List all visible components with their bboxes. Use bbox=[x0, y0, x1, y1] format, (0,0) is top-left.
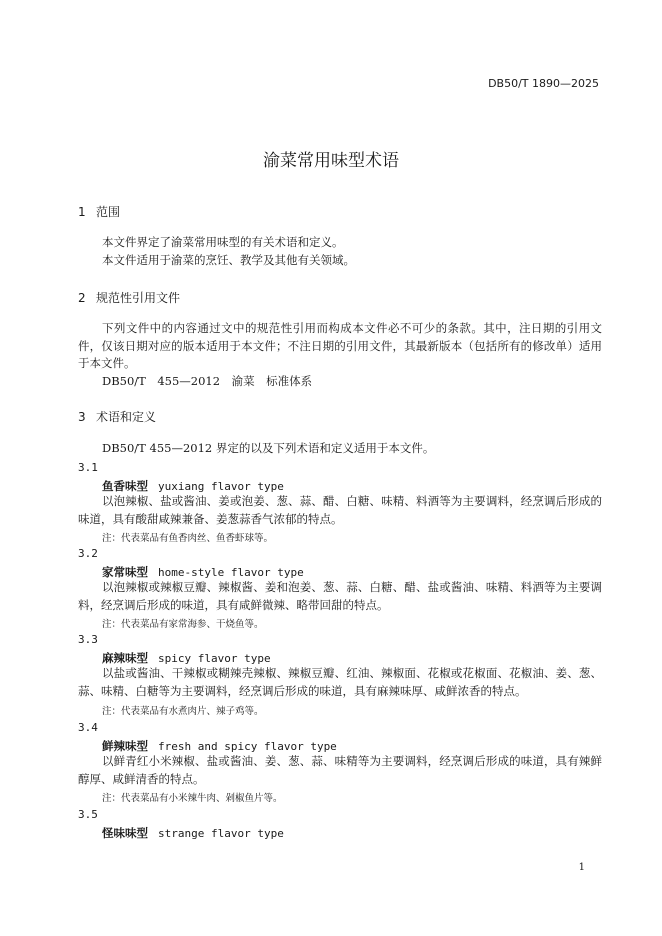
definition-text: 以鲜青红小米辣椒、盐或酱油、姜、葱、蒜、味精等为主要调料，经烹调后形成的味道，具有辣鲜醇厚、咸鲜清香的特点。 bbox=[78, 754, 602, 786]
term-definition bbox=[78, 665, 602, 700]
section-heading-1 bbox=[78, 203, 120, 220]
term-number: 3.2 bbox=[78, 547, 98, 560]
term-note: 注：代表菜品有小米辣牛肉、剁椒鱼片等。 bbox=[102, 793, 283, 804]
term-heading bbox=[102, 478, 284, 494]
section-1-body bbox=[78, 234, 602, 269]
normative-reference bbox=[78, 373, 602, 391]
section-title: 规范性引用文件 bbox=[96, 291, 181, 305]
term-number: 3.4 bbox=[78, 721, 98, 734]
term-english: spicy flavor type bbox=[158, 652, 271, 665]
definition-text: 以泡辣椒、盐或酱油、姜或泡姜、葱、蒜、醋、白糖、味精、料酒等为主要调料，经烹调后形成的味道，具有酸甜咸辣兼备、姜葱蒜香气浓郁的特点。 bbox=[78, 494, 602, 526]
term-english: fresh and spicy flavor type bbox=[158, 740, 337, 753]
term-english: yuxiang flavor type bbox=[158, 480, 284, 493]
term-note: 注：代表菜品有水煮肉片、辣子鸡等。 bbox=[102, 706, 264, 717]
term-note: 注：代表菜品有家常海参、干烧鱼等。 bbox=[102, 619, 264, 630]
term-chinese: 鲜辣味型 bbox=[102, 739, 148, 753]
page-number: 1 bbox=[578, 862, 585, 873]
term-chinese: 鱼香味型 bbox=[102, 479, 148, 493]
section-number: 3 bbox=[78, 410, 86, 424]
term-note: 注：代表菜品有鱼香肉丝、鱼香虾球等。 bbox=[102, 533, 274, 544]
term-chinese: 怪味味型 bbox=[102, 826, 148, 840]
paragraph: 本文件界定了渝菜常用味型的有关术语和定义。 bbox=[102, 235, 344, 249]
section-heading-2 bbox=[78, 289, 180, 306]
term-number: 3.3 bbox=[78, 633, 98, 646]
paragraph: 本文件适用于渝菜的烹饪、教学及其他有关领域。 bbox=[102, 252, 355, 267]
definition-text: 以泡辣椒或辣椒豆瓣、辣椒酱、姜和泡姜、葱、蒜、白糖、醋、盐或酱油、味精、料酒等为主要调料，经烹调后形成的味道，具有咸鲜微辣、略带回甜的特点。 bbox=[78, 580, 602, 612]
paragraph: 下列文件中的内容通过文中的规范性引用而构成本文件必不可少的条款。其中，注日期的引用文件，仅该日期对应的版本适用于本文件；不注日期的引用文件，其最新版本（包括所有的修改单）适用于本文件。 bbox=[78, 321, 602, 370]
term-heading bbox=[102, 825, 284, 841]
term-definition bbox=[78, 753, 602, 788]
standard-number: DB50/T 1890—2025 bbox=[488, 77, 599, 90]
section-2-body bbox=[78, 320, 602, 390]
section-3-body bbox=[78, 440, 602, 458]
term-definition bbox=[78, 493, 602, 528]
term-chinese: 麻辣味型 bbox=[102, 651, 148, 665]
reference-name: 渝菜 标准体系 bbox=[231, 373, 313, 388]
definition-text: 以盐或酱油、干辣椒或糊辣壳辣椒、辣椒豆瓣、红油、辣椒面、花椒或花椒面、花椒油、姜、葱、蒜、味精、白糖等为主要调料，经烹调后形成的味道，具有麻辣味厚、咸鲜浓香的特点。 bbox=[78, 666, 602, 698]
section-heading-3 bbox=[78, 408, 156, 425]
section-number: 1 bbox=[78, 205, 86, 219]
section-title: 范围 bbox=[96, 205, 121, 219]
term-number: 3.1 bbox=[78, 461, 98, 474]
paragraph: DB50/T 455—2012 界定的以及下列术语和定义适用于本文件。 bbox=[102, 441, 435, 455]
reference-code: DB50/T 455—2012 bbox=[102, 373, 221, 388]
term-english: home-style flavor type bbox=[158, 566, 304, 579]
page-title: 渝菜常用味型术语 bbox=[263, 151, 399, 171]
term-heading bbox=[102, 738, 337, 754]
term-chinese: 家常味型 bbox=[102, 565, 148, 579]
term-number: 3.5 bbox=[78, 808, 98, 821]
section-number: 2 bbox=[78, 291, 86, 305]
term-heading bbox=[102, 650, 271, 666]
term-english: strange flavor type bbox=[158, 827, 284, 840]
term-definition bbox=[78, 579, 602, 614]
term-heading bbox=[102, 564, 304, 580]
section-title: 术语和定义 bbox=[96, 410, 157, 424]
